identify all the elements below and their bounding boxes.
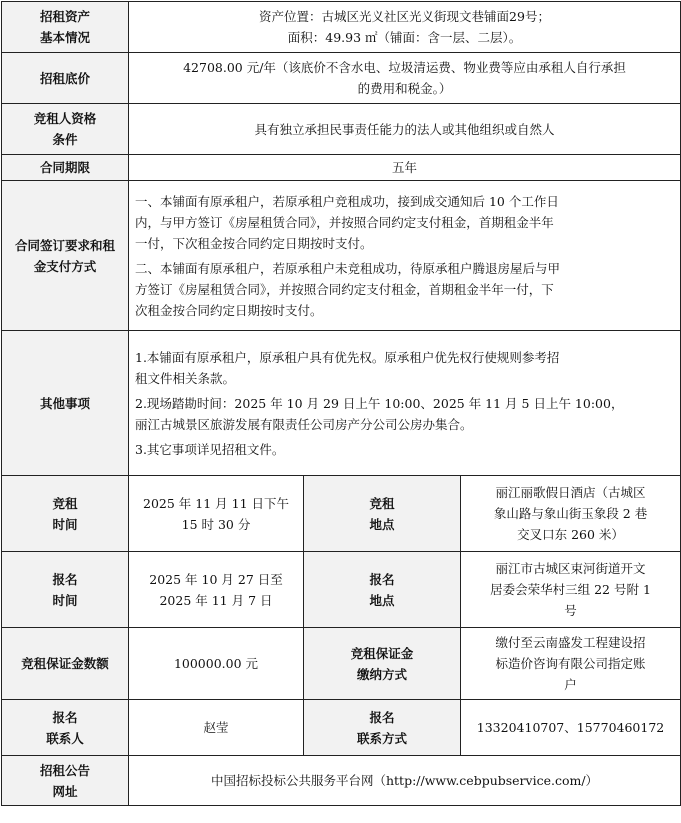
label-bid-place: 竞租 地点 [304, 476, 461, 552]
row-website [2, 756, 681, 806]
label-signup-time: 报名 时间 [2, 552, 129, 628]
other-item-1: 1.本铺面有原承租户，原承租户具有优先权。原承租户优先权行使规则参考招 租文件相关条款。 [135, 349, 560, 386]
row-contract-term [2, 155, 681, 181]
row-signup-time-place [2, 552, 681, 628]
row-base-price [2, 53, 681, 104]
label-contract-payment: 合同签订要求和租 金支付方式 [2, 181, 129, 331]
value-deposit-amount: 100000.00 元 [129, 628, 304, 700]
value-website: 中国招标投标公共服务平台网（http://www.cebpubservice.com/） [129, 756, 681, 806]
row-bid-time-place [2, 476, 681, 552]
row-qualification [2, 104, 681, 155]
value-qualification: 具有独立承担民事责任能力的法人或其他组织或自然人 [129, 104, 681, 155]
label-deposit-method: 竞租保证金 缴纳方式 [304, 628, 461, 700]
row-other-matters [2, 331, 681, 476]
label-base-price: 招租底价 [2, 53, 129, 104]
label-deposit-amount: 竞租保证金数额 [2, 628, 129, 700]
rental-notice-table [1, 1, 681, 806]
label-contact-phone: 报名 联系方式 [304, 700, 461, 756]
label-contract-term: 合同期限 [2, 155, 129, 181]
asset-location: 资产位置：古城区光义社区光义街现文巷铺面29号； [259, 9, 550, 24]
label-other-matters: 其他事项 [2, 331, 129, 476]
value-signup-place: 丽江市古城区束河街道开文 居委会荣华村三组 22 号附 1 号 [461, 552, 681, 628]
other-item-2: 2.现场踏勘时间：2025 年 10 月 29 日上午 10:00、2025 年 11 月 5 日上午 10:00， 丽江古城景区旅游发展有限责任公司房产分公司公房办集合。 [135, 395, 624, 432]
row-contact [2, 700, 681, 756]
value-deposit-method: 缴付至云南盛发工程建设招 标造价咨询有限公司指定账 户 [461, 628, 681, 700]
asset-area: 面积：49.93 ㎡（铺面：含一层、二层）。 [287, 30, 522, 45]
value-other-matters [129, 331, 681, 476]
value-asset-info [129, 2, 681, 53]
row-asset-info [2, 2, 681, 53]
value-bid-place: 丽江丽歌假日酒店（古城区 象山路与象山街玉象段 2 巷 交叉口东 260 米） [461, 476, 681, 552]
row-deposit [2, 628, 681, 700]
label-bid-time: 竞租 时间 [2, 476, 129, 552]
contract-clause-2: 二、本铺面有原承租户，若原承租户未竞租成功，待原承租户腾退房屋后与甲 方签订《房屋租赁合同》，并按照合同约定支付租金，首期租金半年一付，下 次租金按合同约定日期按时支付。 [135, 260, 561, 318]
label-signup-place: 报名 地点 [304, 552, 461, 628]
label-website: 招租公告 网址 [2, 756, 129, 806]
value-contract-term: 五年 [129, 155, 681, 181]
label-asset-info: 招租资产 基本情况 [2, 2, 129, 53]
other-item-3: 3.其它事项详见招租文件。 [135, 441, 285, 457]
value-signup-time: 2025 年 10 月 27 日至 2025 年 11 月 7 日 [129, 552, 304, 628]
value-bid-time: 2025 年 11 月 11 日下午 15 时 30 分 [129, 476, 304, 552]
value-contract-payment [129, 181, 681, 331]
contract-clause-1: 一、本铺面有原承租户，若原承租户竞租成功，接到成交通知后 10 个工作日 内，与甲方签订《房屋租赁合同》，并按照合同约定支付租金，首期租金半年 一付，下次租金按合同约定日期按时支付。 [135, 193, 559, 251]
value-contact-phone: 13320410707、15770460172 [461, 700, 681, 756]
value-base-price: 42708.00 元/年（该底价不含水电、垃圾清运费、物业费等应由承租人自行承担 的费用和税金。） [129, 53, 681, 104]
value-contact-person: 赵莹 [129, 700, 304, 756]
label-qualification: 竞租人资格 条件 [2, 104, 129, 155]
label-contact-person: 报名 联系人 [2, 700, 129, 756]
row-contract-payment [2, 181, 681, 331]
